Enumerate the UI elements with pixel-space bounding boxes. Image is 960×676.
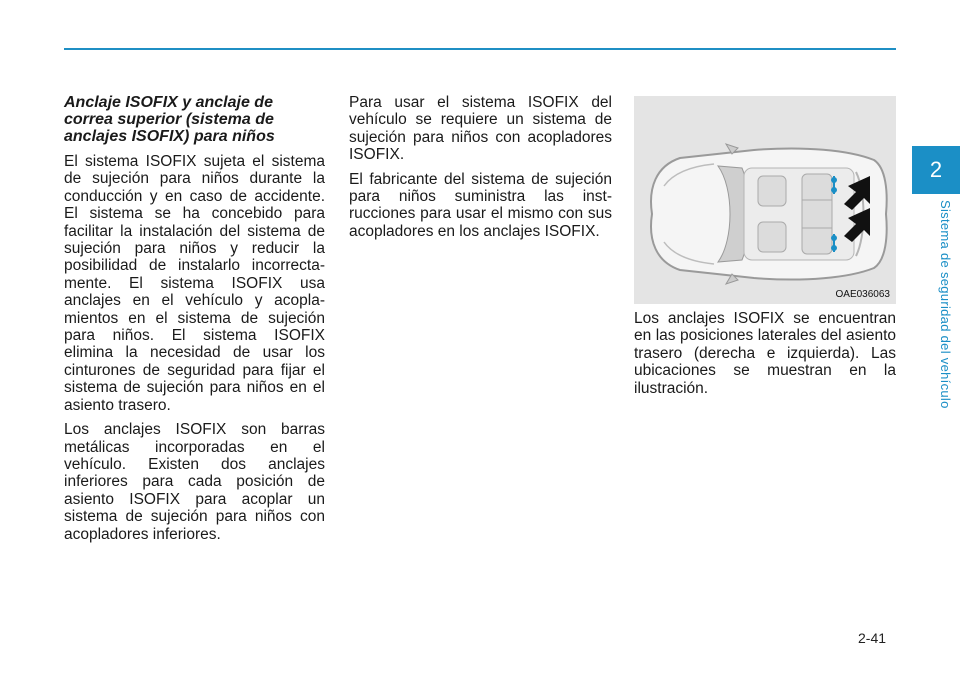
- paragraph-isofix-intro: El sistema ISOFIX sujeta el sistema de sujeción para niños durante la conducción y en caso de accidente. El sistema se ha concebido para facilitar la instalación del sistema de sujeción para niños y reducir la posibilidad de instalarlo incorrecta-mente. El sistema ISOFIX usa anclajes en el vehículo y acopla-mientos en el sistema de sujeción para niños. El sistema ISOFIX elimina la necesidad de usar los cinturones de seguridad para fijar el sistema de sujeción para niños en el asiento trasero.: [64, 153, 325, 414]
- chapter-title-text: Sistema de seguridad del vehículo: [938, 200, 953, 409]
- paragraph-anchor-locations: Los anclajes ISOFIX se encuentran en las posiciones laterales del asiento trasero (derecha e izquierda). Las ubicaciones se muestran en la ilustración.: [634, 310, 896, 397]
- section-heading: Anclaje ISOFIX y anclaje de correa superior (sistema de anclajes ISOFIX) para niños: [64, 94, 275, 145]
- paragraph-manufacturer-instructions: El fabricante del sistema de sujeción para niños suministra las inst-rucciones para usar el mismo con sus acopladores en los anclajes ISOFIX.: [349, 170, 612, 240]
- front-seat-right: [758, 222, 786, 252]
- figure-caption: OAE036063: [835, 289, 890, 300]
- chapter-number-tab[interactable]: 2: [912, 146, 960, 194]
- header-rule: [64, 48, 896, 50]
- paragraph-isofix-anchors: Los anclajes ISOFIX son barras metálicas incorporadas en el vehículo. Existen dos anclajes inferiores para cada posición de asiento ISOFIX para acoplar un sistema de sujeción para niños con acopladores inferiores.: [64, 421, 325, 543]
- paragraph-isofix-requirement: Para usar el sistema ISOFIX del vehículo se requiere un sistema de sujeción para niños con acopladores ISOFIX.: [349, 94, 612, 164]
- front-seat-left: [758, 176, 786, 206]
- text-column-left: [64, 94, 325, 550]
- rear-seat-bench: [802, 174, 832, 254]
- page-number: 2-41: [858, 630, 887, 646]
- chapter-title-vertical: [936, 200, 958, 430]
- figure-car-isofix: [634, 96, 896, 304]
- text-column-right: [634, 310, 896, 404]
- text-column-middle: [349, 94, 612, 247]
- car-top-view-illustration: [634, 96, 896, 304]
